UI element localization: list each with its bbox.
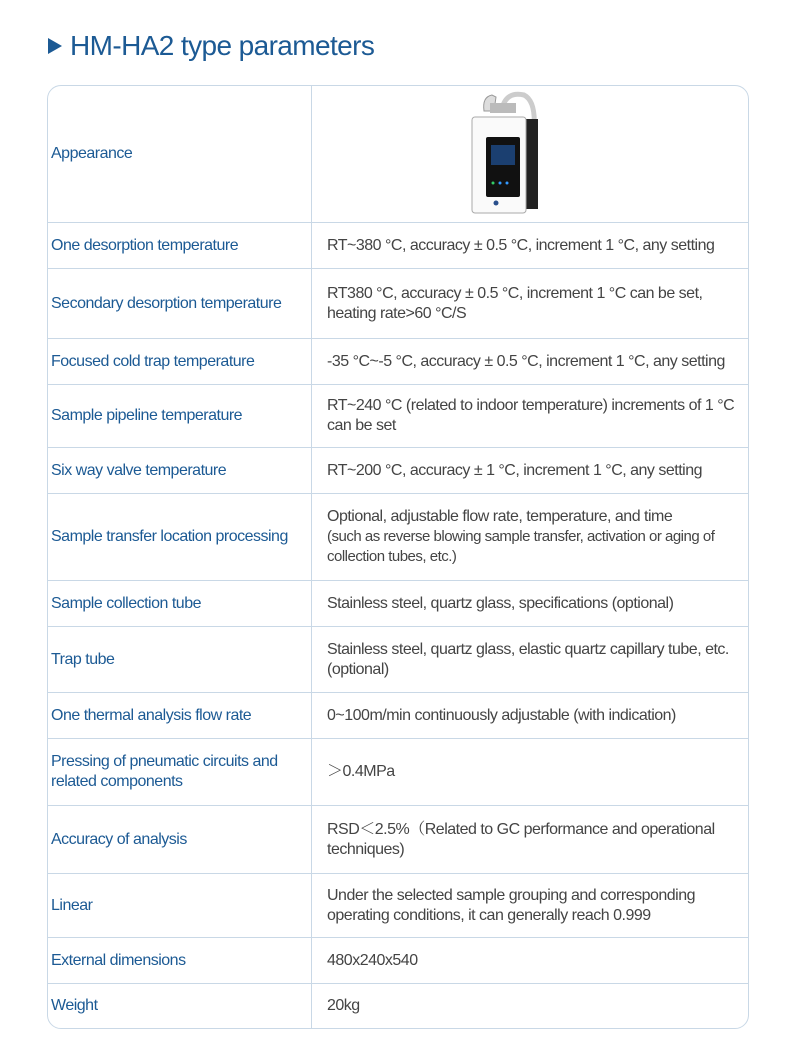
product-image [462, 89, 542, 219]
table-row [48, 937, 748, 983]
row-value: 20kg [327, 997, 360, 1014]
row-value: RT~240 °C (related to indoor temperature) increments of 1 °C can be set [327, 397, 735, 434]
row-label: Appearance [48, 86, 312, 222]
row-label: Pressing of pneumatic circuits and related components [48, 739, 312, 805]
table-row [48, 580, 748, 626]
row-label: Focused cold trap temperature [48, 339, 312, 384]
table-row [48, 222, 748, 268]
row-label: Secondary desorption temperature [48, 269, 312, 338]
table-row [48, 447, 748, 493]
row-value: ＞0.4MPa [327, 763, 395, 780]
row-value: RT380 °C, accuracy ± 0.5 °C, increment 1 °C can be set, heating rate>60 °C/S [327, 284, 703, 322]
row-label: Sample collection tube [48, 581, 312, 626]
row-value: Stainless steel, quartz glass, elastic quartz capillary tube, etc. (optional) [327, 640, 729, 678]
row-value-note: (such as reverse blowing sample transfer, activation or aging of collection tubes, etc.) [327, 528, 715, 565]
row-value: RT~200 °C, accuracy ± 1 °C, increment 1 °C, any setting [327, 461, 703, 479]
row-label: Weight [48, 984, 312, 1028]
row-value: RSD＜2.5%（Related to GC performance and operational techniques) [327, 820, 715, 858]
row-label: One thermal analysis flow rate [48, 693, 312, 738]
row-label: Trap tube [48, 627, 312, 692]
row-label: Sample transfer location processing [48, 494, 312, 580]
table-row [48, 338, 748, 384]
row-label: Accuracy of analysis [48, 806, 312, 873]
row-label: External dimensions [48, 938, 312, 983]
section-title [48, 30, 374, 62]
row-label: One desorption temperature [48, 223, 312, 268]
table-row [48, 983, 748, 1028]
row-value: -35 °C~-5 °C, accuracy ± 0.5 °C, increment 1 °C, any setting [327, 352, 725, 370]
row-value: 0~100m/min continuously adjustable (with indication) [327, 706, 676, 724]
table-row [48, 493, 748, 580]
table-row [48, 738, 748, 805]
row-value: 480x240x540 [327, 951, 418, 969]
row-label: Sample pipeline temperature [48, 385, 312, 447]
row-value: Under the selected sample grouping and corresponding operating conditions, it can generally reach 0.999 [327, 886, 696, 924]
table-row [48, 86, 748, 222]
section-title-text: HM-HA2 type parameters [70, 30, 375, 61]
row-label: Linear [48, 874, 312, 937]
row-value [312, 494, 748, 580]
table-row [48, 873, 748, 937]
row-value: Stainless steel, quartz glass, specifications (optional) [327, 594, 674, 612]
table-row [48, 626, 748, 692]
table-row [48, 805, 748, 873]
row-label: Six way valve temperature [48, 448, 312, 493]
table-row [48, 268, 748, 338]
table-row [48, 384, 748, 447]
triangle-bullet-icon [48, 38, 62, 54]
parameters-table [47, 85, 749, 1029]
table-row [48, 692, 748, 738]
row-value: RT~380 °C, accuracy ± 0.5 °C, increment 1 °C, any setting [327, 236, 715, 254]
row-value [312, 86, 748, 222]
row-value-main: Optional, adjustable flow rate, temperature, and time [327, 508, 673, 525]
